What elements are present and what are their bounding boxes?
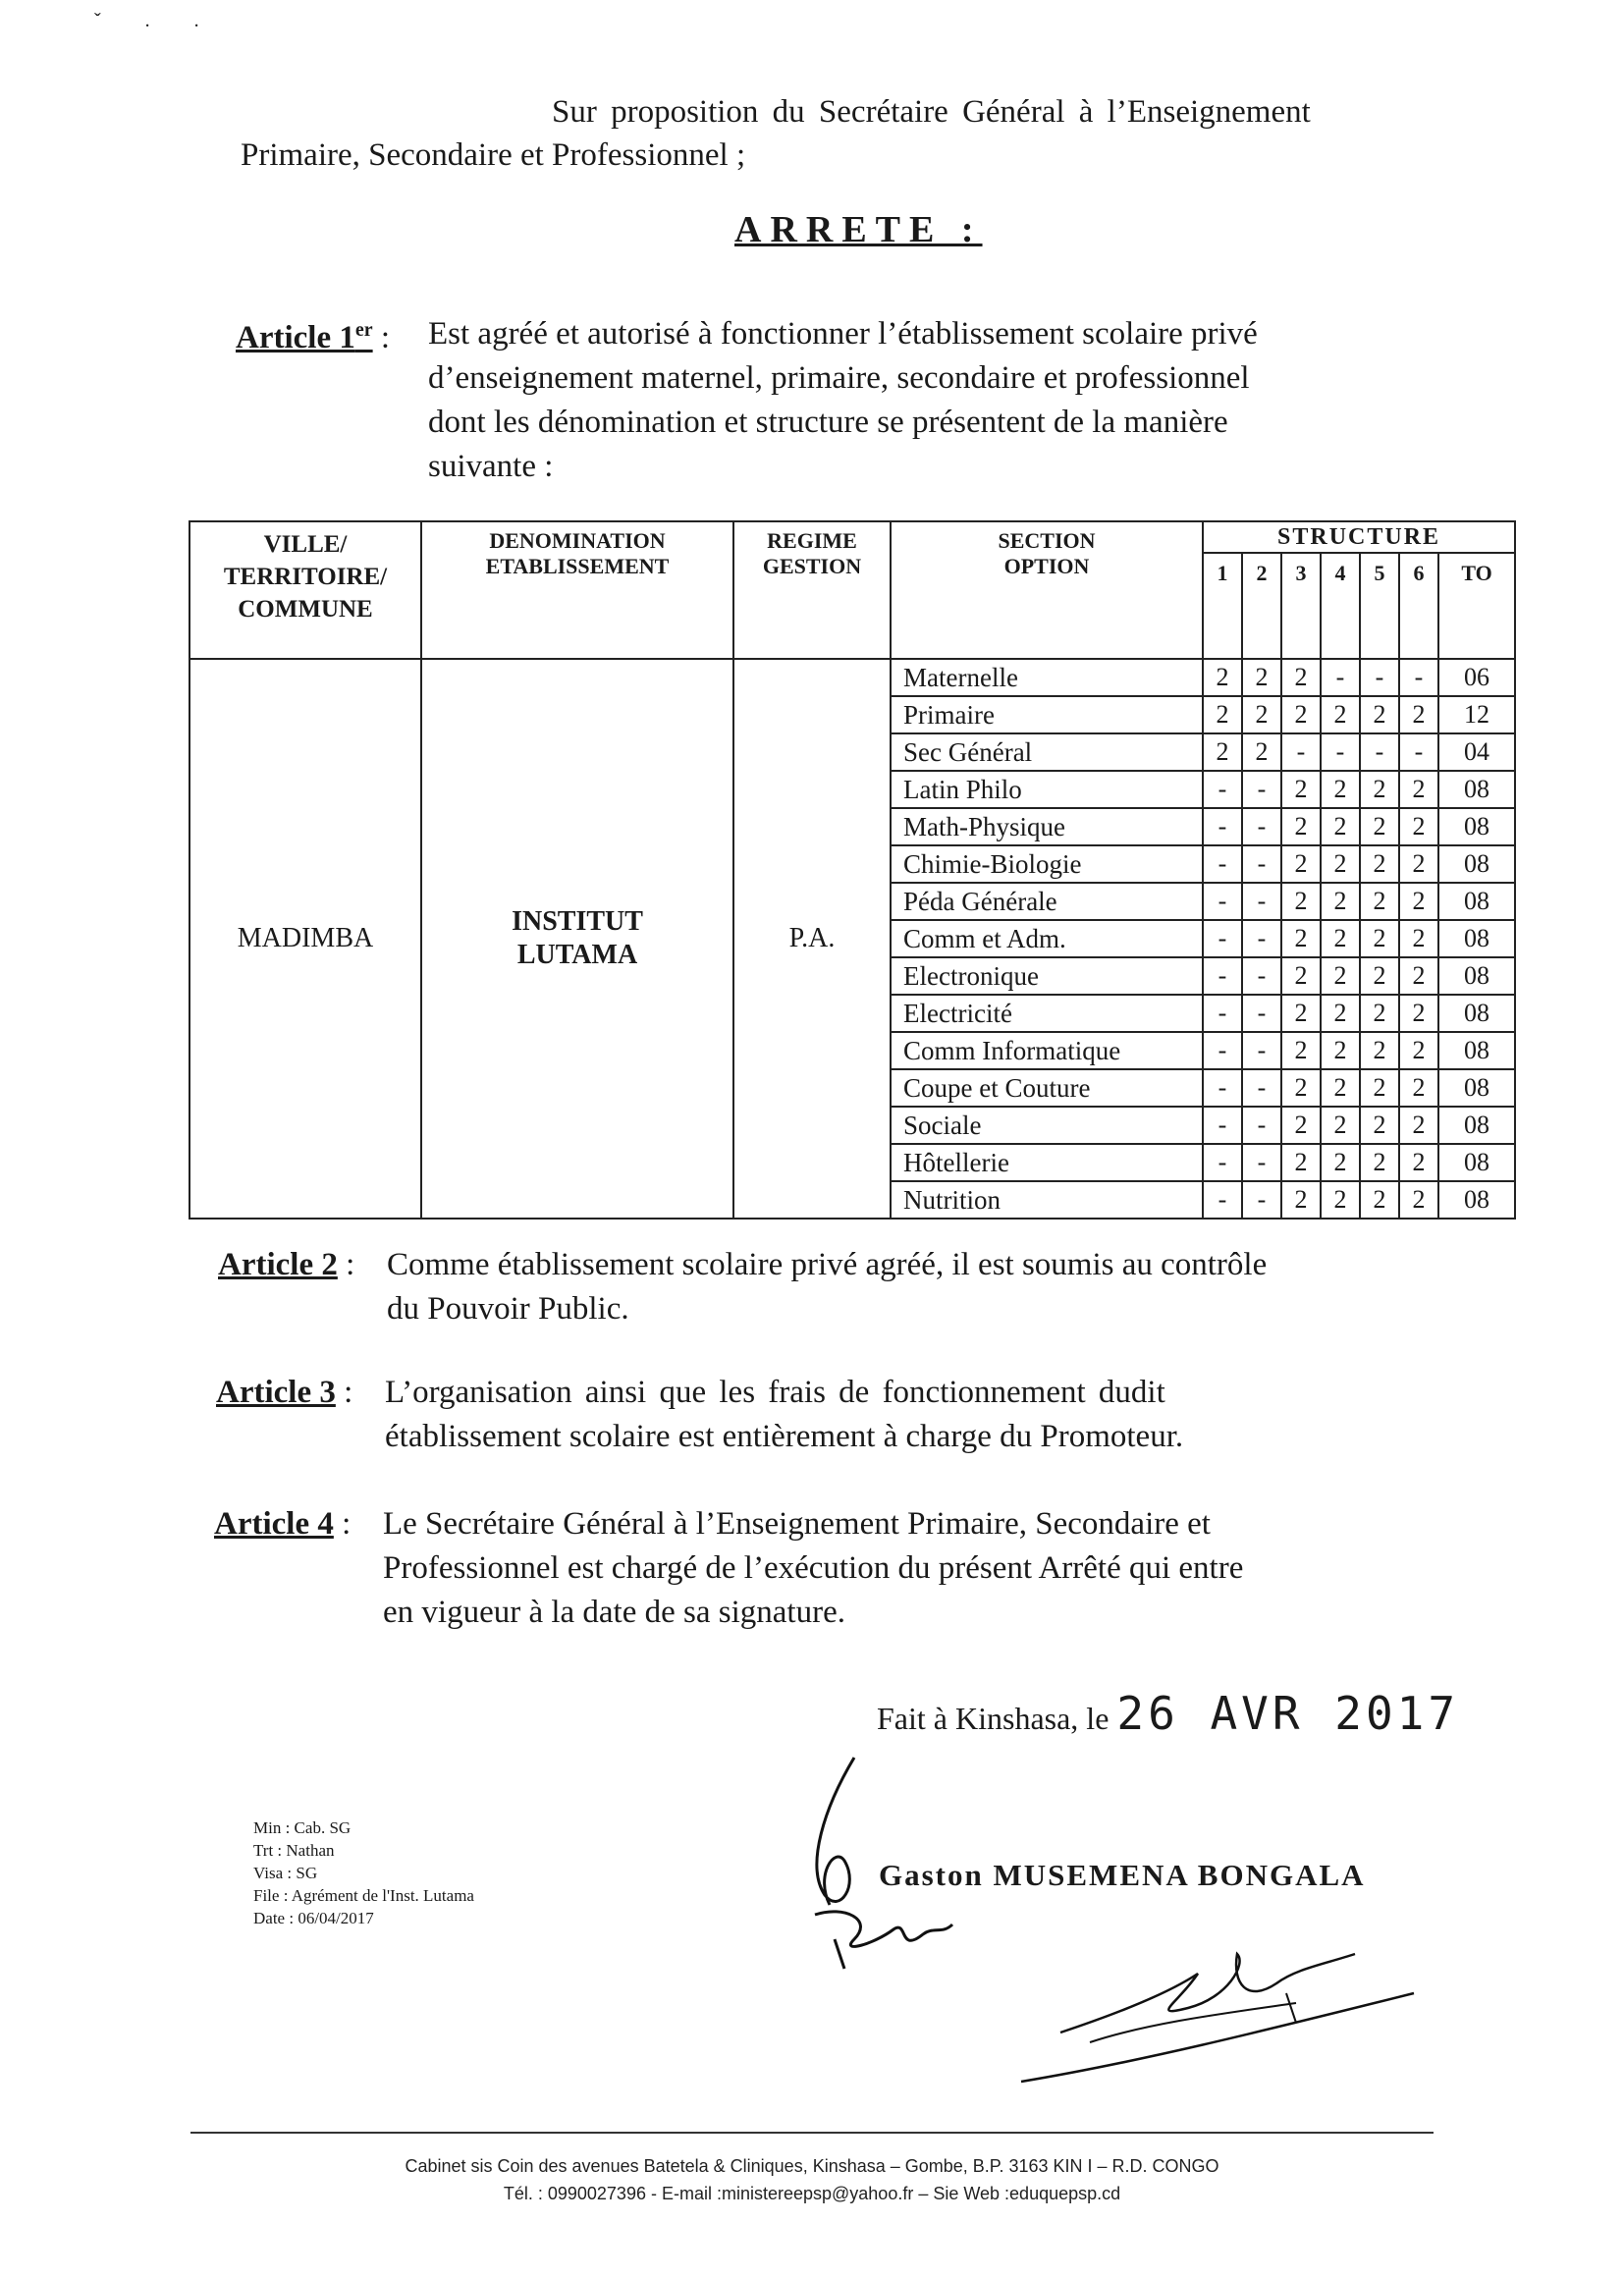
article-3-separator: : — [344, 1375, 353, 1410]
article-1 — [236, 308, 1512, 495]
cell-option: Primaire — [891, 696, 1203, 733]
cell-level-1: - — [1203, 771, 1242, 808]
cell-option: Electricité — [891, 995, 1203, 1032]
cell-level-1: - — [1203, 920, 1242, 957]
cell-level-6: 2 — [1399, 1069, 1438, 1107]
article-4-line: en vigueur à la date de sa signature. — [383, 1595, 845, 1630]
article-1-line: d’enseignement maternel, primaire, secondaire et professionnel — [428, 360, 1250, 396]
cell-level-6: - — [1399, 659, 1438, 696]
header-regime: REGIME GESTION — [733, 521, 891, 659]
cell-level-1: - — [1203, 883, 1242, 920]
article-3 — [216, 1371, 1512, 1469]
cell-regime: P.A. — [733, 659, 891, 1219]
cell-total: 06 — [1438, 659, 1515, 696]
article-3-body — [385, 1371, 1504, 1459]
cell-level-3: 2 — [1281, 883, 1321, 920]
cell-level-4: 2 — [1321, 771, 1360, 808]
cell-level-6: 2 — [1399, 883, 1438, 920]
article-2-separator: : — [346, 1247, 355, 1282]
cell-level-2: 2 — [1242, 696, 1281, 733]
cell-level-2: - — [1242, 1181, 1281, 1219]
cell-level-4: - — [1321, 659, 1360, 696]
cell-total: 08 — [1438, 771, 1515, 808]
cell-option: Comm Informatique — [891, 1032, 1203, 1069]
header-col-2: 2 — [1242, 553, 1281, 659]
cell-total: 04 — [1438, 733, 1515, 771]
reference-line: Min : Cab. SG — [253, 1818, 352, 1837]
reference-line: File : Agrément de l'Inst. Lutama — [253, 1886, 474, 1905]
article-3-label: Article 3 — [216, 1375, 336, 1410]
cell-level-1: - — [1203, 1181, 1242, 1219]
cell-level-4: 2 — [1321, 808, 1360, 845]
header-col-3: 3 — [1281, 553, 1321, 659]
cell-level-4: 2 — [1321, 1069, 1360, 1107]
header-col-1: 1 — [1203, 553, 1242, 659]
cell-level-5: 2 — [1360, 957, 1399, 995]
cell-total: 08 — [1438, 1032, 1515, 1069]
cell-option: Electronique — [891, 957, 1203, 995]
cell-level-1: - — [1203, 957, 1242, 995]
place-date-prefix: Fait à Kinshasa, le — [877, 1701, 1110, 1736]
cell-level-5: - — [1360, 733, 1399, 771]
reference-line: Visa : SG — [253, 1864, 318, 1882]
cell-level-4: 2 — [1321, 1107, 1360, 1144]
header-col-total: TO — [1438, 553, 1515, 659]
article-2-label: Article 2 — [218, 1247, 338, 1282]
cell-level-3: 2 — [1281, 1107, 1321, 1144]
cell-level-6: 2 — [1399, 1107, 1438, 1144]
cell-total: 08 — [1438, 1069, 1515, 1107]
corner-marks: ˇ . . — [94, 10, 219, 31]
cell-level-2: - — [1242, 920, 1281, 957]
reference-line: Trt : Nathan — [253, 1841, 335, 1860]
article-3-line: établissement scolaire est entièrement à charge du Promoteur. — [385, 1419, 1184, 1454]
cell-level-3: 2 — [1281, 957, 1321, 995]
cell-level-2: - — [1242, 1144, 1281, 1181]
cell-level-6: 2 — [1399, 1144, 1438, 1181]
cell-option: Nutrition — [891, 1181, 1203, 1219]
article-1-label-group — [236, 308, 390, 360]
cell-level-5: 2 — [1360, 1181, 1399, 1219]
cell-level-5: 2 — [1360, 845, 1399, 883]
footer-address: Cabinet sis Coin des avenues Batetela & Cliniques, Kinshasa – Gombe, B.P. 3163 KIN I – R.D. CONGO — [405, 2156, 1219, 2176]
header-col-6: 6 — [1399, 553, 1438, 659]
header-col-5: 5 — [1360, 553, 1399, 659]
cell-level-5: 2 — [1360, 920, 1399, 957]
table-row — [189, 659, 1515, 696]
intro-line-1: Sur proposition du Secrétaire Général à l’Enseignement — [552, 94, 1311, 130]
cell-level-4: 2 — [1321, 1181, 1360, 1219]
cell-level-1: - — [1203, 1144, 1242, 1181]
arrete-title: ARRETE : — [734, 209, 983, 250]
article-1-body — [428, 312, 1508, 489]
cell-level-6: 2 — [1399, 1181, 1438, 1219]
cell-level-3: 2 — [1281, 771, 1321, 808]
cell-level-2: - — [1242, 957, 1281, 995]
cell-level-5: - — [1360, 659, 1399, 696]
footer-contact: Tél. : 0990027396 - E-mail :ministereepsp@yahoo.fr – Sie Web :eduquepsp.cd — [503, 2184, 1121, 2203]
structure-table — [189, 520, 1516, 1220]
article-1-line: Est agréé et autorisé à fonctionner l’établissement scolaire privé — [428, 316, 1258, 352]
article-4-label: Article 4 — [214, 1506, 334, 1542]
intro-line-2: Primaire, Secondaire et Professionnel ; — [241, 137, 746, 173]
cell-level-1: - — [1203, 845, 1242, 883]
cell-level-4: 2 — [1321, 883, 1360, 920]
cell-level-3: 2 — [1281, 995, 1321, 1032]
cell-level-4: 2 — [1321, 920, 1360, 957]
article-4 — [214, 1502, 1520, 1650]
cell-level-1: 2 — [1203, 733, 1242, 771]
cell-level-3: 2 — [1281, 920, 1321, 957]
cell-level-2: - — [1242, 1032, 1281, 1069]
cell-level-6: 2 — [1399, 920, 1438, 957]
cell-level-2: - — [1242, 995, 1281, 1032]
cell-level-6: 2 — [1399, 771, 1438, 808]
cell-level-5: 2 — [1360, 1069, 1399, 1107]
cell-level-1: - — [1203, 808, 1242, 845]
article-2-body — [387, 1243, 1506, 1331]
cell-option: Comm et Adm. — [891, 920, 1203, 957]
cell-total: 08 — [1438, 808, 1515, 845]
cell-option: Sec Général — [891, 733, 1203, 771]
article-4-line: Professionnel est chargé de l’exécution du présent Arrêté qui entre — [383, 1550, 1244, 1586]
header-ville: VILLE/ TERRITOIRE/ COMMUNE — [189, 521, 421, 659]
cell-level-5: 2 — [1360, 995, 1399, 1032]
article-3-line: L’organisation ainsi que les frais de fonctionnement dudit — [385, 1375, 1165, 1410]
header-structure: STRUCTURE — [1203, 521, 1515, 553]
cell-level-4: 2 — [1321, 845, 1360, 883]
cell-level-2: - — [1242, 808, 1281, 845]
cell-total: 12 — [1438, 696, 1515, 733]
cell-option: Sociale — [891, 1107, 1203, 1144]
place-date — [877, 1687, 1459, 1740]
cell-total: 08 — [1438, 1181, 1515, 1219]
cell-total: 08 — [1438, 920, 1515, 957]
cell-level-1: - — [1203, 995, 1242, 1032]
cell-total: 08 — [1438, 845, 1515, 883]
cell-level-6: 2 — [1399, 696, 1438, 733]
cell-total: 08 — [1438, 883, 1515, 920]
cell-level-4: 2 — [1321, 957, 1360, 995]
cell-level-3: 2 — [1281, 845, 1321, 883]
cell-total: 08 — [1438, 995, 1515, 1032]
cell-level-2: - — [1242, 1069, 1281, 1107]
cell-level-3: 2 — [1281, 1069, 1321, 1107]
cell-level-5: 2 — [1360, 1032, 1399, 1069]
cell-level-3: 2 — [1281, 1032, 1321, 1069]
cell-level-1: - — [1203, 1069, 1242, 1107]
cell-level-2: 2 — [1242, 659, 1281, 696]
article-2-line: du Pouvoir Public. — [387, 1291, 629, 1327]
header-col-4: 4 — [1321, 553, 1360, 659]
cell-level-5: 2 — [1360, 1144, 1399, 1181]
reference-line: Date : 06/04/2017 — [253, 1909, 374, 1927]
cell-option: Chimie-Biologie — [891, 845, 1203, 883]
reference-block — [253, 1816, 474, 1929]
cell-denomination: INSTITUT LUTAMA — [421, 659, 733, 1219]
cell-level-1: 2 — [1203, 659, 1242, 696]
cell-level-5: 2 — [1360, 808, 1399, 845]
cell-level-1: 2 — [1203, 696, 1242, 733]
signature — [1001, 1925, 1434, 2091]
footer-rule — [190, 2132, 1434, 2134]
cell-level-3: - — [1281, 733, 1321, 771]
cell-level-3: 2 — [1281, 659, 1321, 696]
cell-option: Coupe et Couture — [891, 1069, 1203, 1107]
cell-total: 08 — [1438, 1107, 1515, 1144]
cell-option: Péda Générale — [891, 883, 1203, 920]
cell-level-5: 2 — [1360, 883, 1399, 920]
cell-level-2: 2 — [1242, 733, 1281, 771]
cell-option: Hôtellerie — [891, 1144, 1203, 1181]
article-1-separator: : — [380, 320, 391, 355]
article-1-line: dont les dénomination et structure se présentent de la manière — [428, 405, 1228, 440]
article-1-line: suivante : — [428, 449, 554, 484]
cell-level-6: - — [1399, 733, 1438, 771]
article-4-body — [383, 1502, 1512, 1635]
cell-level-2: - — [1242, 883, 1281, 920]
header-denomination: DENOMINATION ETABLISSEMENT — [421, 521, 733, 659]
date-stamp: 26 AVR 2017 — [1116, 1687, 1460, 1740]
cell-level-1: - — [1203, 1107, 1242, 1144]
article-1-label: Article 1er — [236, 319, 373, 355]
article-2 — [218, 1243, 1514, 1341]
cell-level-2: - — [1242, 845, 1281, 883]
cell-ville: MADIMBA — [189, 659, 421, 1219]
article-4-line: Le Secrétaire Général à l’Enseignement Primaire, Secondaire et — [383, 1506, 1211, 1542]
cell-level-5: 2 — [1360, 771, 1399, 808]
cell-level-2: - — [1242, 771, 1281, 808]
article-4-separator: : — [342, 1506, 352, 1542]
cell-level-4: 2 — [1321, 1032, 1360, 1069]
cell-level-4: - — [1321, 733, 1360, 771]
cell-level-2: - — [1242, 1107, 1281, 1144]
cell-level-3: 2 — [1281, 1181, 1321, 1219]
cell-level-6: 2 — [1399, 1032, 1438, 1069]
cell-option: Latin Philo — [891, 771, 1203, 808]
cell-level-6: 2 — [1399, 808, 1438, 845]
cell-level-6: 2 — [1399, 995, 1438, 1032]
cell-level-5: 2 — [1360, 1107, 1399, 1144]
cell-level-4: 2 — [1321, 696, 1360, 733]
cell-level-6: 2 — [1399, 845, 1438, 883]
cell-level-1: - — [1203, 1032, 1242, 1069]
cell-level-3: 2 — [1281, 808, 1321, 845]
header-section: SECTION OPTION — [891, 521, 1203, 659]
article-2-line: Comme établissement scolaire privé agréé, il est soumis au contrôle — [387, 1247, 1268, 1282]
signatory-name: Gaston MUSEMENA BONGALA — [879, 1858, 1366, 1892]
cell-level-4: 2 — [1321, 995, 1360, 1032]
cell-level-6: 2 — [1399, 957, 1438, 995]
cell-total: 08 — [1438, 957, 1515, 995]
cell-level-4: 2 — [1321, 1144, 1360, 1181]
cell-option: Maternelle — [891, 659, 1203, 696]
cell-option: Math-Physique — [891, 808, 1203, 845]
cell-level-3: 2 — [1281, 696, 1321, 733]
cell-total: 08 — [1438, 1144, 1515, 1181]
cell-level-5: 2 — [1360, 696, 1399, 733]
cell-level-3: 2 — [1281, 1144, 1321, 1181]
